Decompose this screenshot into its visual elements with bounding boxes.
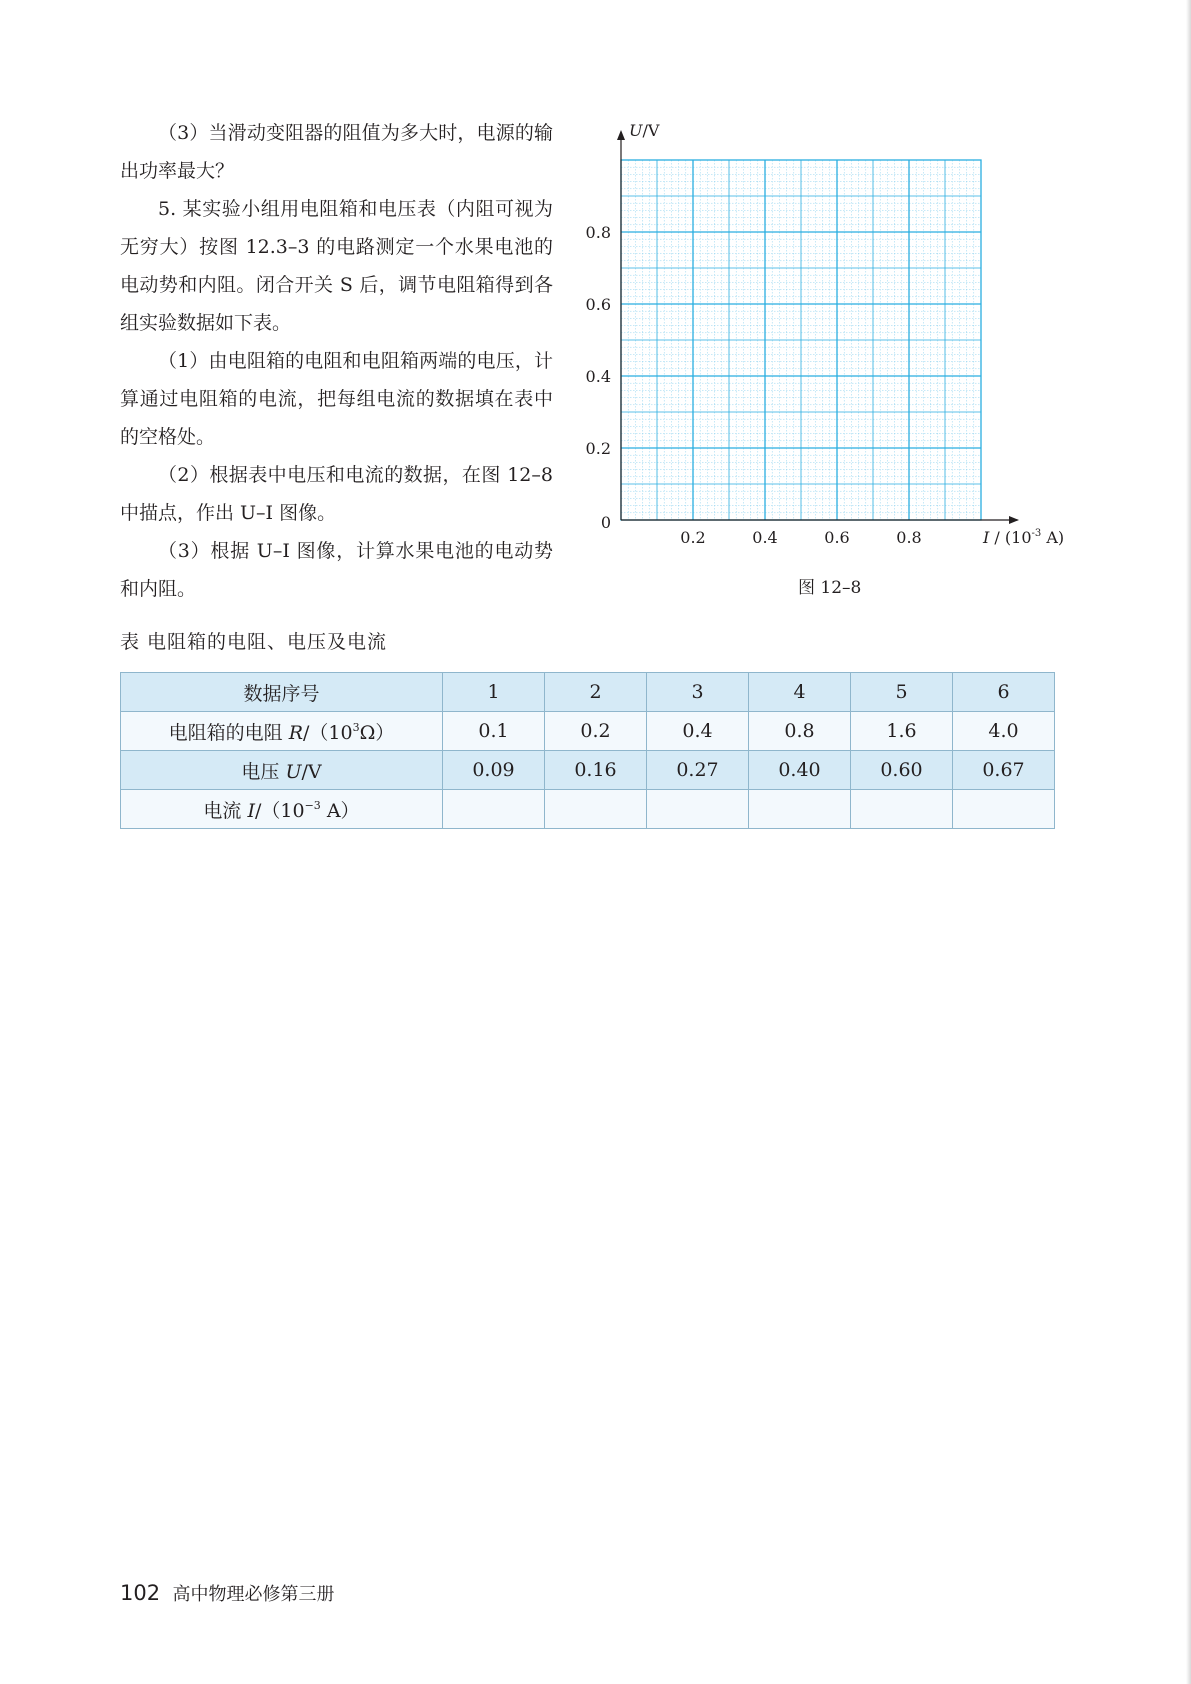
figure-caption: 图 12–8 [798, 578, 862, 598]
page-footer [120, 1580, 334, 1606]
y-axis-label: U/V [629, 121, 660, 140]
x-tick-label: 0.6 [824, 528, 850, 547]
table-cell-empty [443, 790, 545, 829]
table-column-header: 5 [851, 673, 953, 712]
subquestion-1-text: （1）由电阻箱的电阻和电阻箱两端的电压，计算通过电阻箱的电流，把每组电流的数据填在表中的空格处。 [120, 350, 553, 448]
table-cell: 4.0 [953, 712, 1055, 751]
x-axis-arrow-icon [1009, 516, 1019, 524]
table-cell: 0.8 [749, 712, 851, 751]
table-cell: 0.40 [749, 751, 851, 790]
table-row-voltage [121, 751, 1055, 790]
table-header-row [121, 673, 1055, 712]
table-title: 表 电阻箱的电阻、电压及电流 [120, 631, 388, 653]
graph-figure [580, 110, 1065, 600]
x-axis-label: I / ($10^{-3}$ A) [983, 528, 1065, 547]
origin-label: 0 [600, 513, 611, 532]
table-column-header: 6 [953, 673, 1055, 712]
table-cell-empty [953, 790, 1055, 829]
table-cell: 0.60 [851, 751, 953, 790]
subquestion-2-text: （2）根据表中电压和电流的数据，在图 12–8 中描点，作出 U–I 图像。 [120, 464, 553, 524]
table-cell-empty [647, 790, 749, 829]
y-tick-label: 0.6 [585, 295, 611, 314]
y-tick-label: 0.2 [585, 439, 611, 458]
table-cell: 0.27 [647, 751, 749, 790]
row-label-voltage: 电压 U/V [121, 751, 443, 790]
page-number: 102 [120, 1581, 161, 1605]
data-table [120, 672, 1055, 829]
book-title: 高中物理必修第三册 [172, 1584, 335, 1605]
table-cell-empty [749, 790, 851, 829]
question-3-text: （3）当滑动变阻器的阻值为多大时，电源的输出功率最大？ [120, 122, 553, 182]
table-cell: 0.2 [545, 712, 647, 751]
row-label-current: 电流 $I/(10^{-3}$ A） [121, 790, 443, 829]
y-tick-label: 0.4 [585, 367, 611, 386]
table-column-header: 4 [749, 673, 851, 712]
u-i-grid-chart [580, 110, 1065, 570]
table-header-label: 数据序号 [121, 673, 443, 712]
x-tick-label: 0.8 [896, 528, 922, 547]
y-axis-arrow-icon [617, 130, 625, 140]
table-row-resistance [121, 712, 1055, 751]
table-cell: 0.09 [443, 751, 545, 790]
subquestion-3-text: （3）根据 U–I 图像，计算水果电池的电动势和内阻。 [120, 540, 553, 600]
table-cell: 0.67 [953, 751, 1055, 790]
y-tick-label: 0.8 [585, 223, 611, 242]
page-edge-shadow [1186, 0, 1191, 1684]
table-row-current [121, 790, 1055, 829]
table-column-header: 1 [443, 673, 545, 712]
table-cell: 1.6 [851, 712, 953, 751]
table-column-header: 3 [647, 673, 749, 712]
row-label-resistance: 电阻箱的电阻 $R/(10^3\Omega)$ [121, 712, 443, 751]
question-5-text: 5. 某实验小组用电阻箱和电压表（内阻可视为无穷大）按图 12.3–3 的电路测定一个水果电池的电动势和内阻。闭合开关 S 后，调节电阻箱得到各组实验数据如下表。 [120, 198, 553, 334]
table-cell: 0.4 [647, 712, 749, 751]
table-cell: 0.16 [545, 751, 647, 790]
x-tick-label: 0.4 [752, 528, 778, 547]
x-tick-label: 0.2 [680, 528, 706, 547]
table-cell-empty [851, 790, 953, 829]
table-column-header: 2 [545, 673, 647, 712]
table-cell: 0.1 [443, 712, 545, 751]
table-cell-empty [545, 790, 647, 829]
